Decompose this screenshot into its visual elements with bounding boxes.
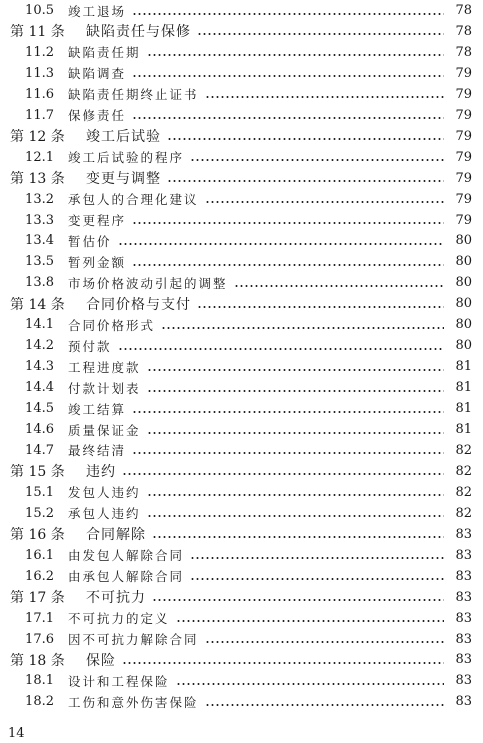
entry-title: 竣工退场: [68, 3, 127, 19]
entry-number: 18.2: [25, 694, 54, 710]
toc-entry-row: [0, 105, 483, 126]
toc-article-row: [0, 21, 483, 42]
dot-leader: [234, 285, 444, 287]
toc-entry-row: [0, 440, 483, 461]
entry-page-number: 80: [455, 317, 472, 333]
toc-entry-row: [0, 691, 483, 712]
dot-leader: [176, 620, 444, 622]
toc-entry-row: [0, 670, 483, 691]
entry-number: 12.1: [25, 149, 54, 165]
dot-leader: [118, 348, 444, 350]
entry-title: 由承包人解除合同: [68, 569, 185, 585]
entry-number: 14.4: [25, 380, 54, 396]
entry-page-number: 79: [455, 191, 472, 207]
entry-title: 变更程序: [68, 213, 127, 228]
toc-entry-row: [0, 377, 483, 398]
toc-entry-row: [0, 251, 483, 272]
entry-number: 第 15 条: [10, 464, 65, 481]
dot-leader: [190, 159, 444, 161]
entry-number: 第 11 条: [10, 24, 65, 41]
toc-article-row: [0, 293, 483, 314]
entry-number: 17.6: [25, 631, 54, 647]
toc-entry-row: [0, 629, 483, 650]
entry-page-number: 79: [455, 65, 472, 81]
toc-entry-row: [0, 314, 483, 335]
entry-page-number: 80: [455, 254, 472, 270]
entry-number: 第 16 条: [10, 527, 65, 544]
toc-entry-row: [0, 398, 483, 419]
entry-page-number: 83: [455, 652, 472, 668]
dot-leader: [132, 117, 444, 119]
entry-page-number: 83: [455, 568, 472, 584]
entry-number: 14.3: [25, 359, 54, 375]
entry-number: 11.7: [25, 107, 54, 123]
entry-title: 保险: [86, 652, 116, 669]
entry-title: 缺陷责任期终止证书: [68, 87, 199, 103]
entry-title: 市场价格波动引起的调整: [68, 275, 228, 291]
toc-entry-row: [0, 566, 483, 587]
dot-leader: [122, 662, 444, 664]
entry-title: 承包人的合理化建议: [68, 192, 199, 208]
toc-entry-row: [0, 0, 483, 21]
entry-page-number: 79: [455, 149, 472, 165]
toc-entry-row: [0, 272, 483, 293]
entry-number: 14.2: [25, 338, 54, 354]
entry-number: 第 12 条: [10, 129, 65, 146]
dot-leader: [152, 599, 444, 601]
entry-page-number: 82: [455, 463, 472, 479]
entry-number: 第 18 条: [10, 652, 65, 669]
dot-leader: [161, 327, 444, 329]
entry-title: 缺陷责任期: [68, 45, 141, 61]
entry-number: 13.8: [25, 275, 54, 291]
toc-article-row: [0, 587, 483, 608]
dot-leader: [132, 264, 444, 266]
entry-title: 发包人违约: [68, 485, 141, 501]
entry-number: 第 13 条: [10, 171, 65, 188]
toc-article-row: [0, 126, 483, 147]
dot-leader: [147, 494, 444, 496]
toc-entry-row: [0, 419, 483, 440]
entry-page-number: 81: [455, 359, 472, 375]
entry-title: 缺陷责任与保修: [86, 24, 191, 41]
entry-number: 11.3: [25, 65, 54, 81]
entry-title: 预付款: [68, 338, 112, 354]
dot-leader: [190, 557, 444, 559]
entry-number: 13.3: [25, 212, 54, 228]
entry-page-number: 83: [455, 694, 472, 710]
entry-title: 暂列金额: [68, 254, 127, 270]
entry-number: 第 17 条: [10, 590, 65, 607]
entry-page-number: 80: [455, 275, 472, 291]
entry-number: 14.7: [25, 442, 54, 458]
entry-number: 11.2: [25, 44, 54, 60]
toc-entry-row: [0, 608, 483, 629]
entry-page-number: 81: [455, 422, 472, 437]
entry-title: 付款计划表: [68, 380, 141, 396]
dot-leader: [205, 201, 444, 203]
dot-leader: [176, 683, 444, 685]
toc-entry-row: [0, 335, 483, 356]
toc-article-row: [0, 649, 483, 670]
entry-page-number: 78: [455, 3, 472, 18]
entry-page-number: 83: [455, 526, 472, 542]
entry-title: 竣工后试验: [86, 129, 161, 146]
entry-title: 竣工后试验的程序: [68, 150, 185, 166]
dot-leader: [205, 96, 444, 98]
toc-entry-row: [0, 63, 483, 84]
toc-entry-row: [0, 84, 483, 105]
entry-page-number: 83: [455, 673, 472, 689]
entry-number: 14.5: [25, 401, 54, 417]
dot-leader: [147, 369, 444, 371]
entry-title: 最终结清: [68, 443, 127, 459]
dot-leader: [132, 75, 444, 77]
entry-title: 由发包人解除合同: [68, 548, 185, 564]
entry-page-number: 83: [455, 589, 472, 605]
dot-leader: [197, 306, 444, 308]
dot-leader: [190, 578, 444, 580]
entry-number: 14.1: [25, 317, 54, 333]
entry-page-number: 79: [455, 107, 472, 123]
dot-leader: [197, 33, 444, 35]
entry-page-number: 81: [455, 380, 472, 396]
toc-entry-row: [0, 147, 483, 168]
dot-leader: [118, 243, 444, 245]
entry-title: 暂估价: [68, 233, 112, 249]
entry-title: 工伤和意外伤害保险: [68, 694, 199, 710]
entry-number: 第 14 条: [10, 296, 65, 313]
entry-page-number: 83: [455, 610, 472, 626]
entry-page-number: 82: [455, 505, 472, 521]
dot-leader: [132, 452, 444, 454]
entry-number: 18.1: [25, 673, 54, 689]
toc-entry-row: [0, 42, 483, 63]
entry-title: 因不可抗力解除合同: [68, 632, 199, 647]
entry-title: 保修责任: [68, 108, 127, 124]
entry-title: 承包人违约: [68, 506, 141, 522]
entry-title: 工程进度款: [68, 359, 141, 375]
dot-leader: [205, 704, 444, 706]
dot-leader: [122, 473, 444, 475]
entry-title: 质量保证金: [68, 422, 141, 438]
entry-title: 合同解除: [86, 527, 146, 544]
entry-number: 17.1: [25, 610, 54, 626]
entry-page-number: 79: [455, 212, 472, 228]
dot-leader: [132, 222, 444, 224]
entry-number: 13.2: [25, 191, 54, 207]
toc-entry-row: [0, 230, 483, 251]
entry-page-number: 79: [455, 86, 472, 102]
dot-leader: [167, 138, 444, 140]
dot-leader: [152, 536, 444, 538]
dot-leader: [147, 54, 444, 56]
entry-title: 竣工结算: [68, 401, 127, 417]
entry-page-number: 79: [455, 128, 472, 144]
toc-article-row: [0, 524, 483, 545]
dot-leader: [147, 432, 444, 434]
toc-entry-row: [0, 189, 483, 210]
toc-entry-row: [0, 482, 483, 503]
toc-entry-row: [0, 356, 483, 377]
dot-leader: [147, 390, 444, 392]
entry-number: 15.1: [25, 484, 54, 500]
dot-leader: [167, 180, 444, 182]
entry-page-number: 83: [455, 631, 472, 647]
entry-title: 违约: [86, 464, 116, 481]
entry-number: 16.1: [25, 547, 54, 563]
entry-page-number: 79: [455, 170, 472, 186]
entry-title: 设计和工程保险: [68, 673, 170, 689]
entry-title: 合同价格与支付: [86, 296, 191, 313]
entry-page-number: 82: [455, 484, 472, 500]
entry-page-number: 80: [455, 338, 472, 354]
entry-title: 变更与调整: [86, 171, 161, 188]
dot-leader: [147, 515, 444, 517]
entry-page-number: 81: [455, 401, 472, 417]
entry-number: 11.6: [25, 86, 54, 102]
entry-page-number: 80: [455, 233, 472, 249]
entry-title: 不可抗力: [86, 590, 146, 607]
entry-number: 15.2: [25, 505, 54, 521]
page-number: 14: [8, 726, 25, 741]
entry-page-number: 82: [455, 442, 472, 458]
entry-number: 16.2: [25, 568, 54, 584]
entry-number: 14.6: [25, 422, 54, 437]
dot-leader: [205, 641, 444, 643]
toc-entry-row: [0, 503, 483, 524]
entry-number: 10.5: [25, 3, 54, 18]
entry-number: 13.5: [25, 254, 54, 270]
entry-page-number: 78: [455, 44, 472, 60]
dot-leader: [132, 13, 444, 15]
dot-leader: [132, 411, 444, 413]
toc-entry-row: [0, 210, 483, 231]
entry-title: 缺陷调查: [68, 66, 127, 82]
entry-page-number: 80: [455, 296, 472, 312]
toc-article-row: [0, 168, 483, 189]
entry-title: 合同价格形式: [68, 317, 156, 333]
entry-title: 不可抗力的定义: [68, 611, 170, 627]
toc-entry-row: [0, 545, 483, 566]
entry-page-number: 78: [455, 23, 472, 39]
entry-page-number: 83: [455, 547, 472, 563]
entry-number: 13.4: [25, 233, 54, 249]
toc-article-row: [0, 461, 483, 482]
